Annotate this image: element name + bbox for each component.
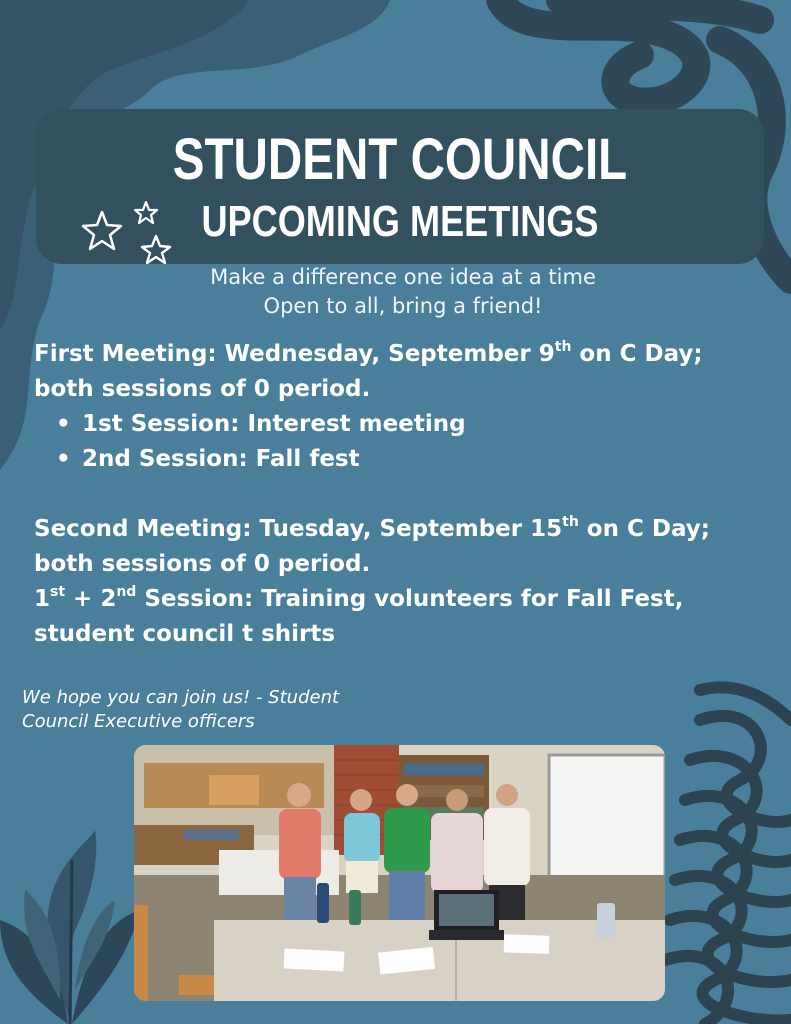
first-meeting-section	[34, 337, 774, 477]
tagline-line-1: Make a difference one idea at a time	[210, 265, 596, 289]
second-meeting-sessions-cont: student council t shirts	[34, 621, 336, 647]
first-meeting-detail: both sessions of 0 period.	[34, 376, 371, 402]
second-meeting-heading: Second Meeting: Tuesday, September 15th on C Day;	[34, 514, 710, 542]
wave-decoration	[665, 687, 791, 1024]
page-subtitle: UPCOMING MEETINGS	[201, 197, 599, 246]
list-item: • 2nd Session: Fall fest	[56, 446, 360, 472]
first-meeting-heading: First Meeting: Wednesday, September 9th on C Day;	[34, 339, 703, 367]
tagline-line-2: Open to all, bring a friend!	[263, 294, 543, 318]
leaf-decoration	[0, 830, 140, 1024]
signoff	[22, 686, 422, 734]
second-meeting-sessions: 1st + 2nd Session: Training volunteers for Fall Fest,	[34, 584, 684, 612]
second-meeting-section	[34, 512, 774, 652]
second-meeting-detail: both sessions of 0 period.	[34, 551, 371, 577]
signoff-line-1: We hope you can join us! - Student	[22, 687, 340, 708]
page-title: STUDENT COUNCIL	[172, 127, 628, 192]
signoff-line-2: Council Executive officers	[22, 711, 255, 732]
photo-illustration	[134, 745, 665, 1001]
list-item: • 1st Session: Interest meeting	[56, 411, 466, 437]
group-photo	[134, 745, 665, 1001]
